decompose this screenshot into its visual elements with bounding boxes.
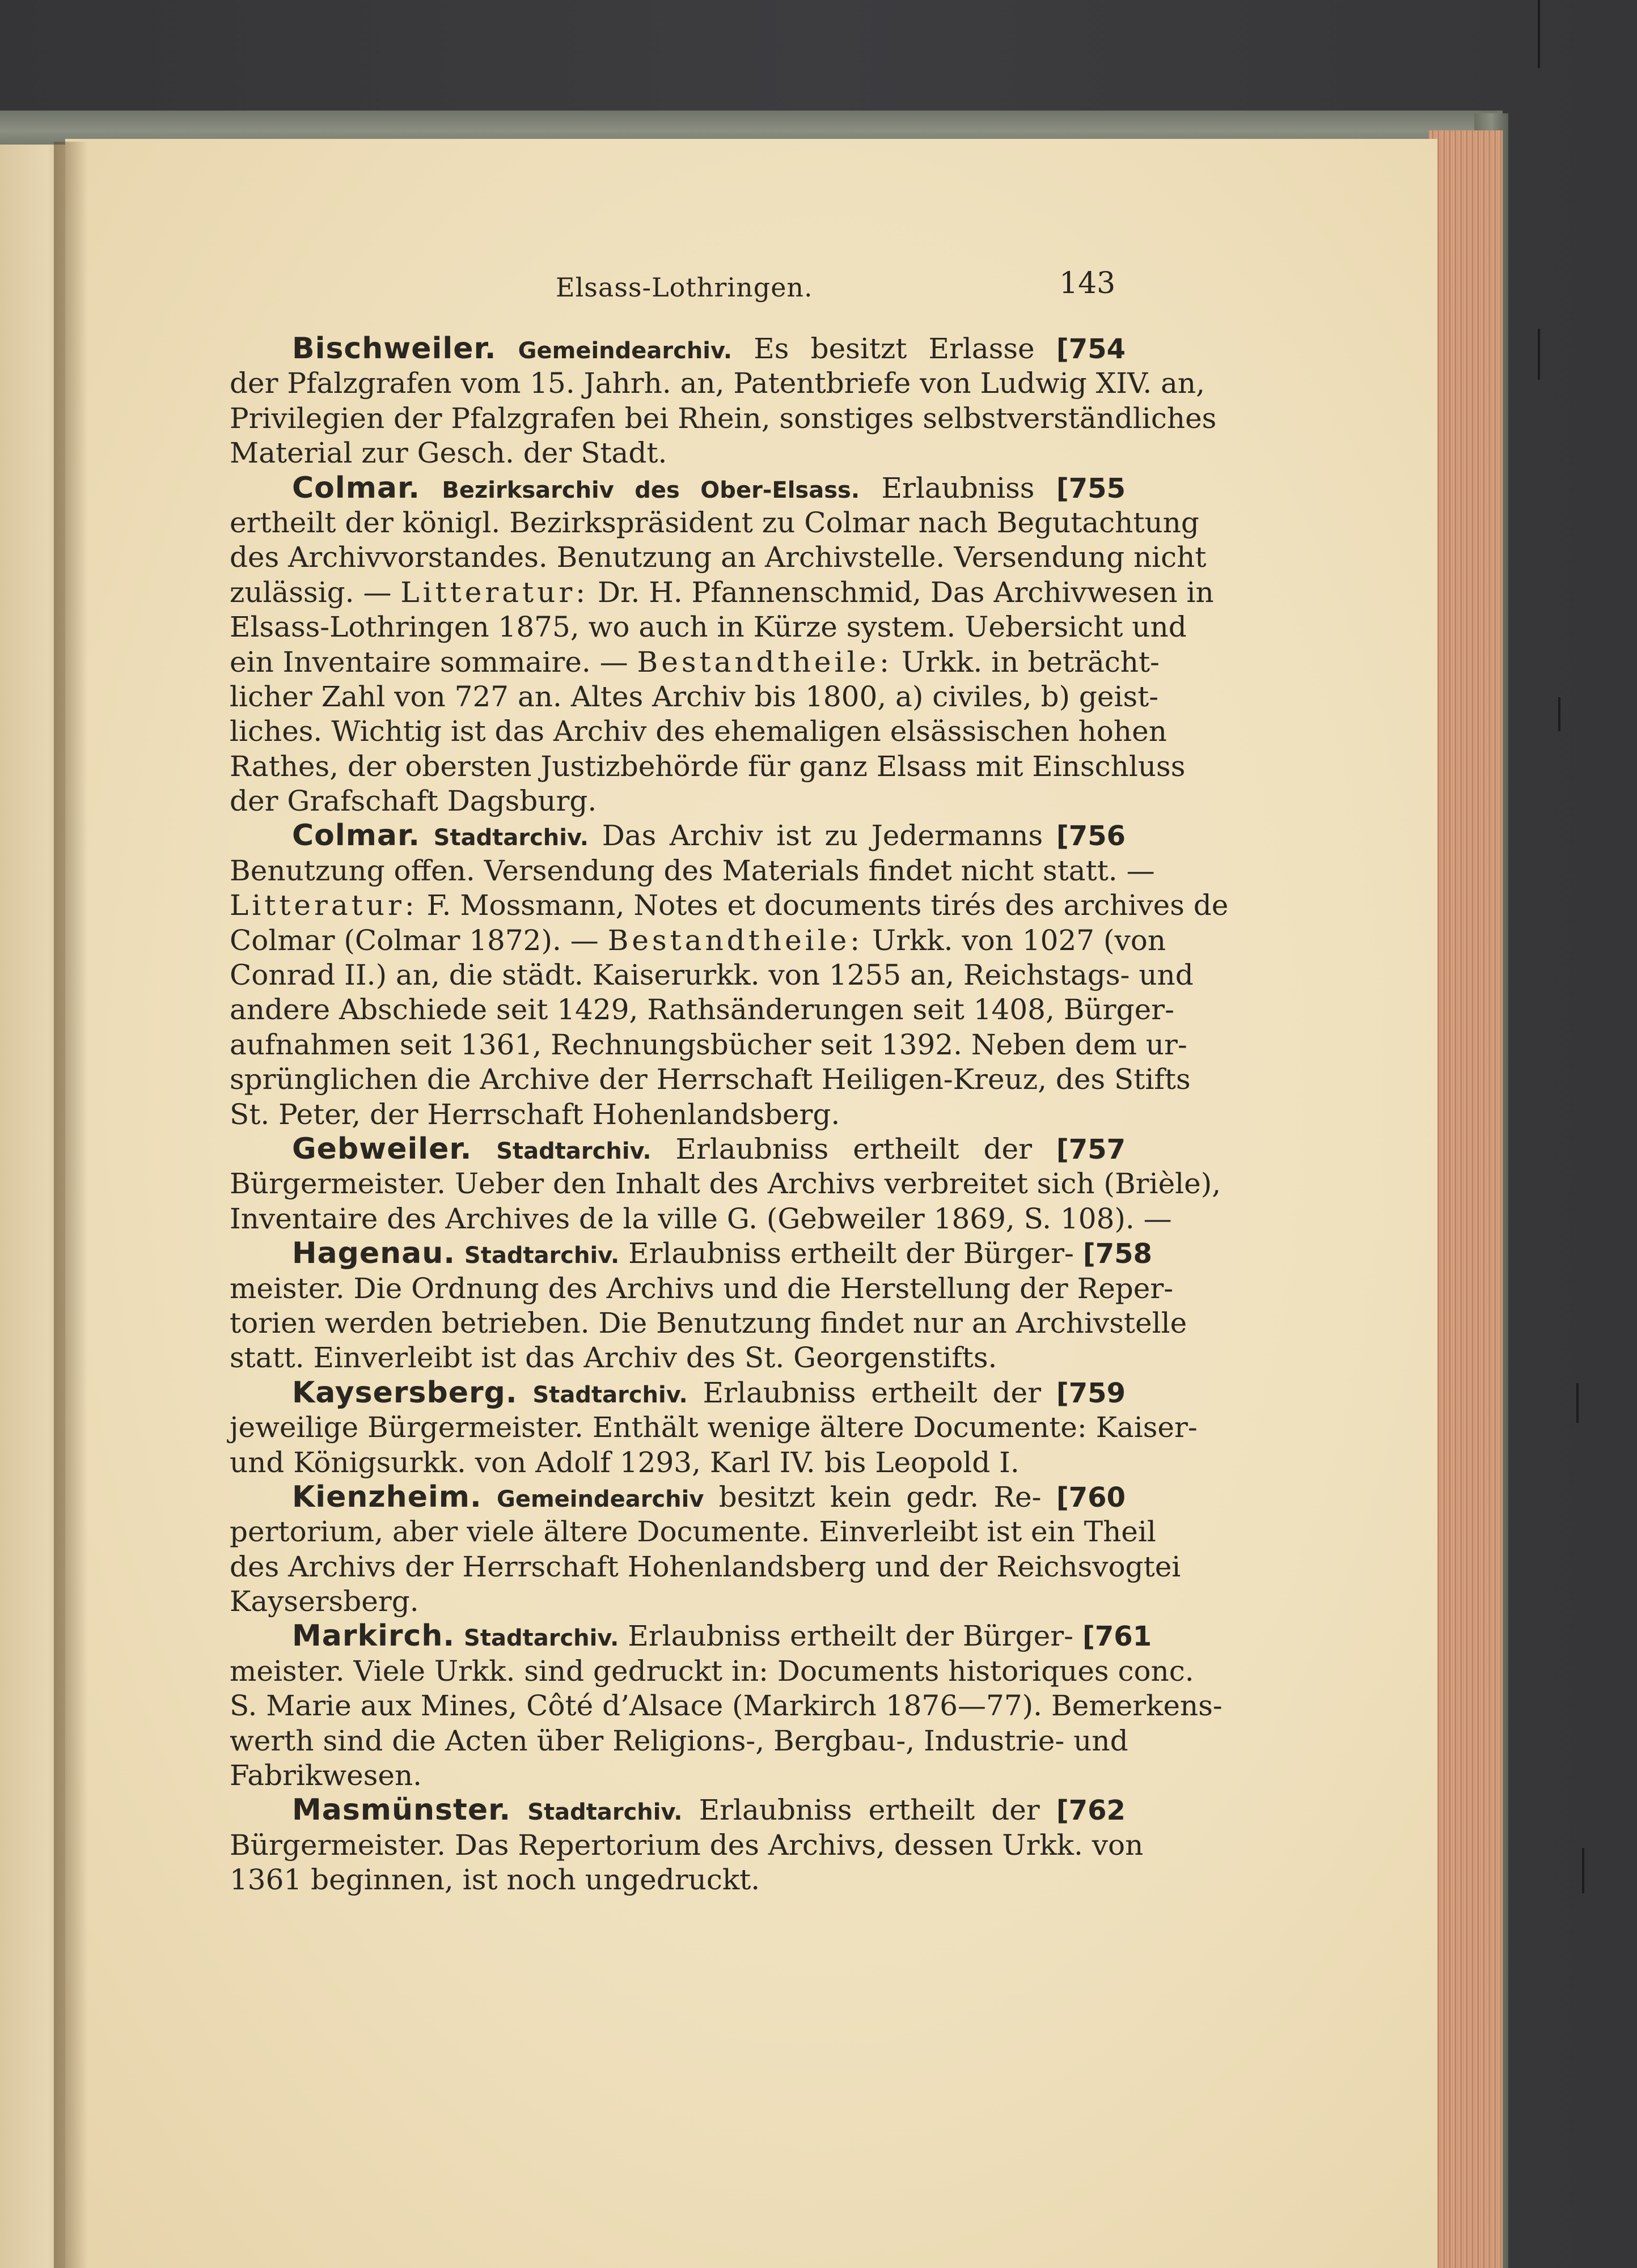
entry-761-line-1: [230, 1619, 1152, 1654]
place-name: Masmünster.: [292, 1793, 511, 1828]
entry-text: F. Mossmann, Notes et documents tirés des archives de: [426, 889, 1229, 922]
entry-759-line-3: und Königsurkk. von Adolf 1293, Karl IV. bis Leopold I.: [230, 1445, 1020, 1479]
archive-type: Stadtarchiv.: [464, 1625, 619, 1652]
entry-755-line-10: der Grafschaft Dagsburg.: [230, 785, 597, 818]
entry-text: ein Inventaire sommaire. —: [230, 645, 628, 679]
scan-mark: [1582, 1848, 1584, 1893]
entry-756-line-1: [230, 819, 1126, 853]
archive-type: Stadtarchiv.: [496, 1138, 652, 1164]
archive-type: Gemeindearchiv.: [518, 338, 733, 364]
entry-text: Das Archiv ist zu Jedermanns: [602, 819, 1043, 853]
entry-number: [759: [1056, 1377, 1126, 1409]
entry-754-line-1: [230, 332, 1126, 366]
text-block: [230, 332, 1229, 1898]
entry-757-line-2: Bürgermeister. Ueber den Inhalt des Archivs verbreitet sich (Brièle),: [230, 1167, 1221, 1201]
archive-type: Stadtarchiv.: [433, 825, 589, 851]
entry-text: Erlaubniss ertheilt der Bürger-: [628, 1620, 1074, 1653]
archive-type: Stadtarchiv.: [464, 1243, 620, 1269]
entry-762-line-3: 1361 beginnen, ist noch ungedruckt.: [230, 1863, 760, 1897]
entry-text: besitzt kein gedr. Re-: [718, 1480, 1042, 1514]
entry-762-line-1: [230, 1793, 1126, 1828]
entry-756-line-7: aufnahmen seit 1361, Rechnungsbücher seit 1392. Neben dem ur-: [230, 1028, 1187, 1061]
entry-number: [754: [1056, 333, 1126, 365]
entry-number: [762: [1056, 1795, 1126, 1827]
entry-756-line-3: [230, 888, 1229, 923]
entry-text: zulässig. —: [230, 575, 392, 609]
entry-755-line-1: [230, 471, 1126, 506]
entry-755-line-9: Rathes, der obersten Justizbehörde für ganz Elsass mit Einschluss: [230, 749, 1186, 783]
entry-754-line-2: der Pfalzgrafen vom 15. Jahrh. an, Patentbriefe von Ludwig XIV. an,: [230, 367, 1205, 400]
entry-755-line-2: ertheilt der königl. Bezirkspräsident zu Colmar nach Begutachtung: [230, 506, 1199, 539]
entry-755-line-7: licher Zahl von 727 an. Altes Archiv bis 1800, a) civiles, b) geist-: [230, 680, 1159, 713]
place-name: Colmar.: [292, 819, 420, 853]
archive-type: Stadtarchiv.: [527, 1799, 683, 1826]
entry-text: Urkk. in beträcht-: [901, 645, 1160, 679]
entry-number: [758: [1082, 1238, 1152, 1270]
entry-756-line-4: [230, 923, 1166, 958]
entry-755-line-3: des Archivvorstandes. Benutzung an Archivstelle. Versendung nicht: [230, 541, 1207, 574]
entry-text: Erlaubniss ertheilt der: [699, 1794, 1040, 1827]
scan-mark: [1538, 329, 1540, 380]
running-head: Elsass-Lothringen.: [556, 272, 813, 303]
entry-text: Urkk. von 1027 (von: [872, 923, 1166, 957]
entry-number: [760: [1056, 1481, 1126, 1514]
place-name: Bischweiler.: [292, 332, 497, 366]
archive-type: Stadtarchiv.: [532, 1381, 688, 1408]
entry-756-line-8: sprünglichen die Archive der Herrschaft Heiligen-Kreuz, des Stifts: [230, 1063, 1191, 1096]
entry-761-line-5: Fabrikwesen.: [230, 1759, 422, 1792]
entry-756-line-5: Conrad II.) an, die städt. Kaiserurkk. von 1255 an, Reichstags- und: [230, 959, 1194, 992]
entry-text: Erlaubniss ertheilt der: [703, 1376, 1042, 1409]
archive-type: Gemeindearchiv: [497, 1486, 704, 1512]
entry-760-line-2: pertorium, aber viele ältere Documente. Einverleibt ist ein Theil: [230, 1515, 1156, 1549]
entry-755-line-4: [230, 575, 1214, 610]
place-name: Kienzheim.: [292, 1480, 482, 1514]
place-name: Kaysersberg.: [292, 1375, 518, 1410]
entry-755-line-5: Elsass-Lothringen 1875, wo auch in Kürze system. Uebersicht und: [230, 611, 1187, 644]
spaced-label: Bestandtheile:: [607, 923, 864, 957]
entry-760-line-3: des Archivs der Herrschaft Hohenlandsberg und der Reichsvogtei: [230, 1550, 1181, 1583]
place-name: Gebweiler.: [292, 1131, 472, 1166]
place-name: Hagenau.: [292, 1236, 455, 1271]
entry-759-line-2: jeweilige Bürgermeister. Enthält wenige ältere Documente: Kaiser-: [230, 1411, 1198, 1444]
entry-number: [755: [1056, 472, 1126, 505]
entry-754-line-4: Material zur Gesch. der Stadt.: [230, 436, 667, 470]
entry-760-line-1: [230, 1480, 1126, 1515]
place-name: Colmar.: [292, 470, 420, 505]
entry-758-line-4: statt. Einverleibt ist das Archiv des St. Georgenstifts.: [230, 1341, 997, 1375]
entry-757-line-1: [230, 1132, 1126, 1167]
entry-760-line-4: Kaysersberg.: [230, 1585, 419, 1618]
entry-762-line-2: Bürgermeister. Das Repertorium des Archivs, dessen Urkk. von: [230, 1828, 1144, 1862]
entry-757-line-3: Inventaire des Archives de la ville G. (Gebweiler 1869, S. 108). —: [230, 1202, 1172, 1235]
entry-text: Erlaubniss: [881, 471, 1035, 505]
entry-758-line-1: [230, 1236, 1152, 1271]
place-name: Markirch.: [292, 1619, 455, 1654]
entry-text: Es besitzt Erlasse: [754, 332, 1035, 365]
entry-756-line-2: Benutzung offen. Versendung des Materials findet nicht statt. —: [230, 854, 1155, 887]
entry-754-line-3: Privilegien der Pfalzgrafen bei Rhein, sonstiges selbstverständliches: [230, 401, 1217, 435]
spaced-label: Bestandtheile:: [637, 645, 892, 679]
entry-758-line-2: meister. Die Ordnung des Archivs und die Herstellung der Reper-: [230, 1271, 1174, 1305]
archive-type: Bezirksarchiv des Ober-Elsass.: [442, 477, 860, 503]
entry-756-line-6: andere Abschiede seit 1429, Rathsänderungen seit 1408, Bürger-: [230, 993, 1174, 1027]
entry-number: [756: [1056, 820, 1126, 853]
entry-755-line-6: [230, 645, 1160, 680]
spaced-label: Litteratur:: [230, 889, 418, 922]
scan-mark: [1576, 1383, 1579, 1423]
entry-761-line-3: S. Marie aux Mines, Côté d’Alsace (Markirch 1876—77). Bemerkens-: [230, 1689, 1223, 1723]
page-number: 143: [1059, 266, 1116, 300]
scan-mark: [1558, 697, 1560, 731]
entry-text: Erlaubniss ertheilt der Bürger-: [628, 1237, 1074, 1270]
entry-number: [761: [1082, 1621, 1152, 1653]
scan-mark: [1538, 0, 1540, 68]
page-stack-edges: [1429, 130, 1503, 2268]
entry-text: Erlaubniss ertheilt der: [675, 1132, 1032, 1165]
entry-text: Dr. H. Pfannenschmid, Das Archivwesen in: [598, 575, 1214, 609]
spaced-label: Litteratur:: [400, 575, 589, 609]
entry-756-line-9: St. Peter, der Herrschaft Hohenlandsberg.: [230, 1097, 840, 1131]
entry-number: [757: [1056, 1133, 1126, 1165]
entry-761-line-4: werth sind die Acten über Religions-, Bergbau-, Industrie- und: [230, 1724, 1128, 1757]
entry-759-line-1: [230, 1376, 1126, 1410]
entry-755-line-8: liches. Wichtig ist das Archiv des ehemaligen elsässischen hohen: [230, 715, 1167, 748]
entry-text: Colmar (Colmar 1872). —: [230, 923, 599, 957]
entry-758-line-3: torien werden betrieben. Die Benutzung findet nur an Archivstelle: [230, 1306, 1187, 1339]
entry-761-line-2: meister. Viele Urkk. sind gedruckt in: Documents historiques conc.: [230, 1654, 1194, 1688]
gutter-shadow: [54, 142, 88, 2268]
